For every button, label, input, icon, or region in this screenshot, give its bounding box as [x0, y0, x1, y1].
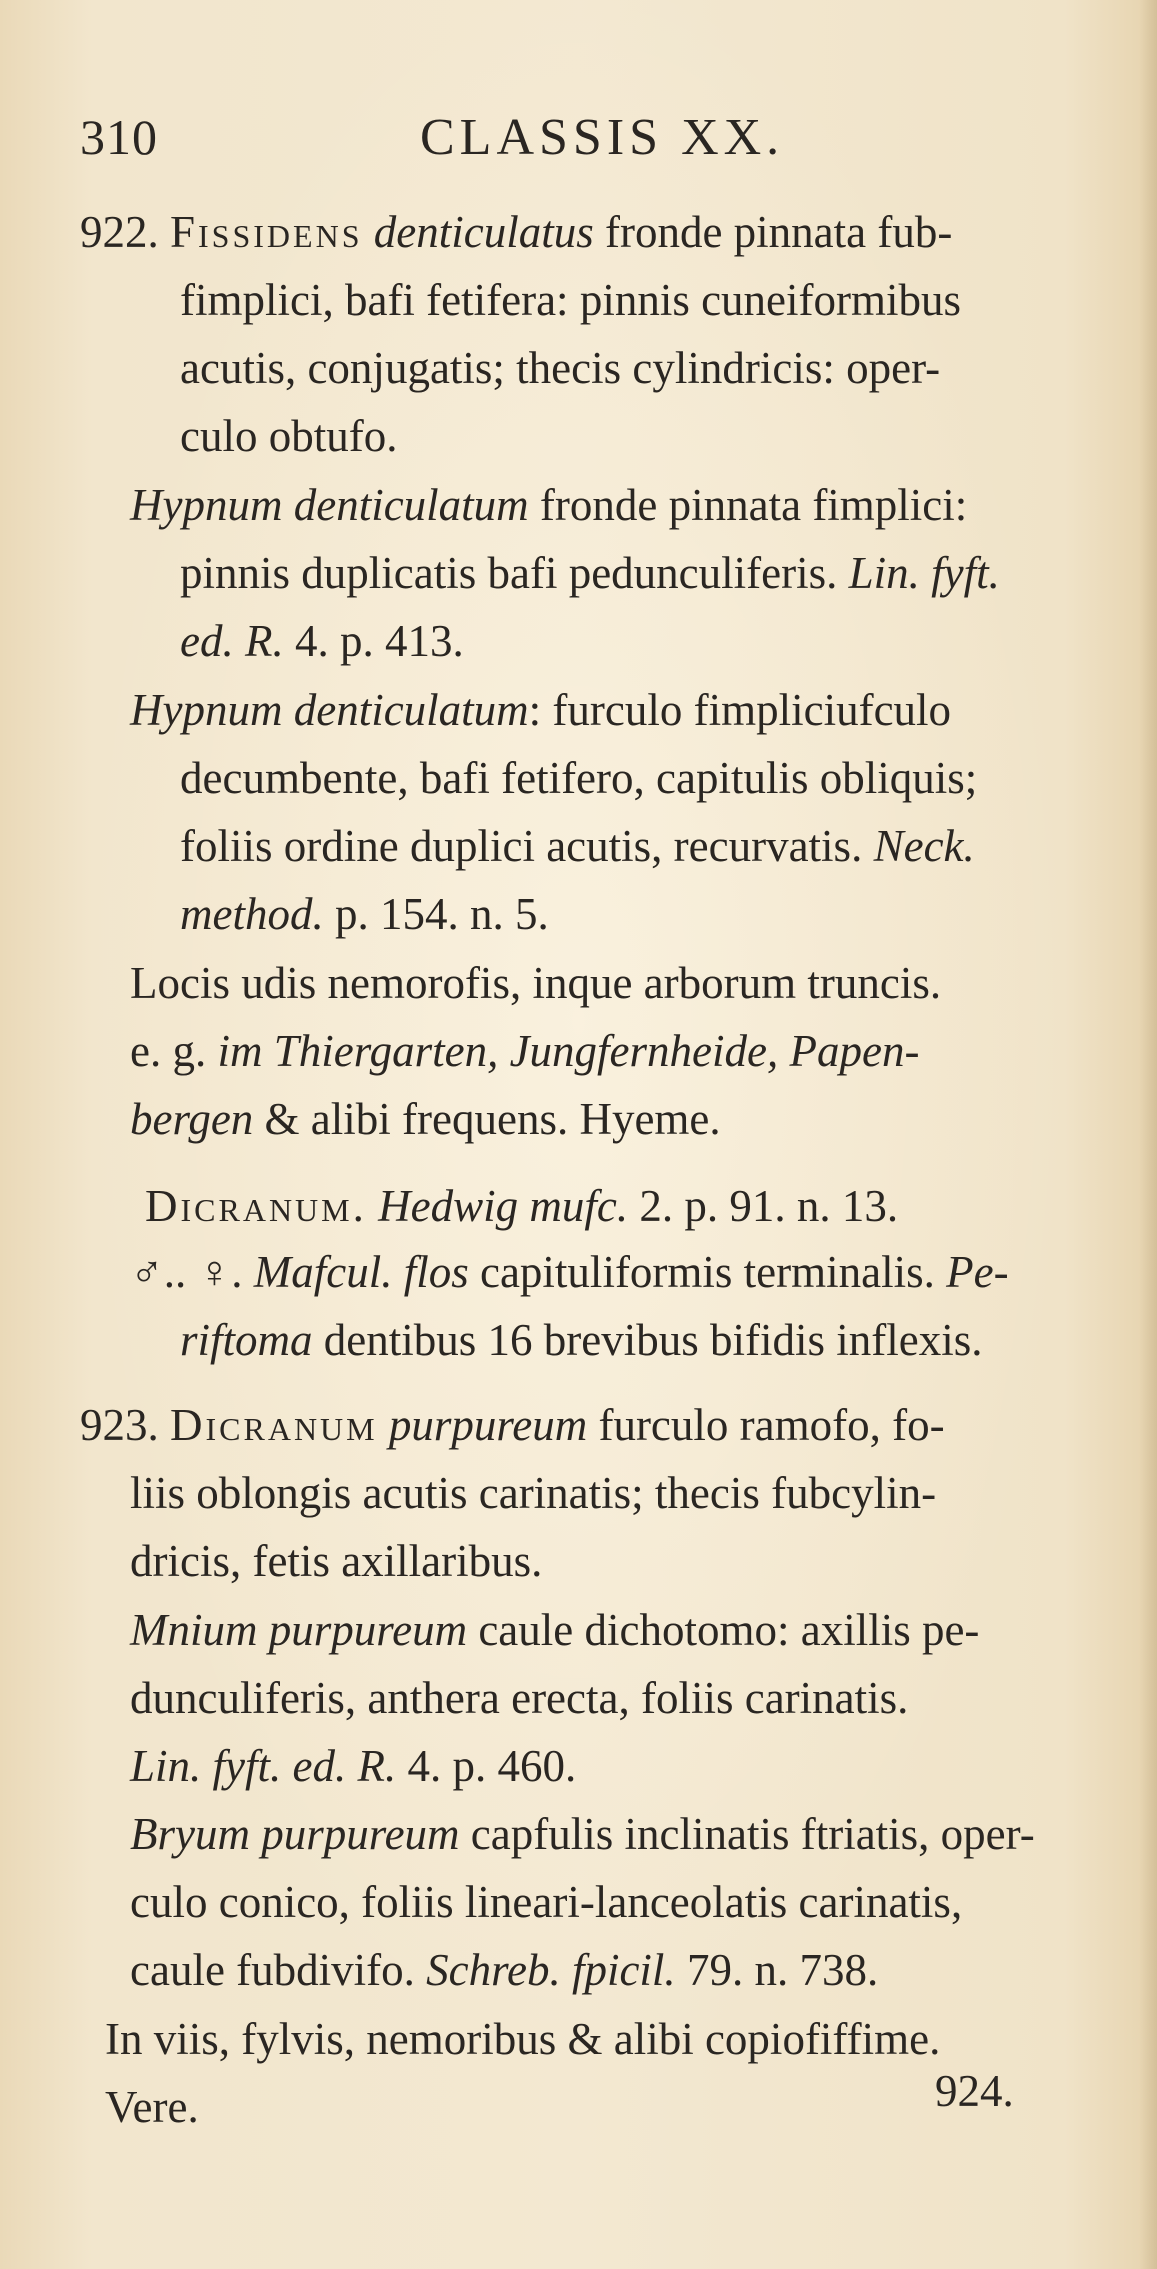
catchword: 924. [935, 2066, 1014, 2116]
text-segment: dentibus 16 brevibus bifidis inflexis. [312, 1315, 983, 1365]
text-line [130, 1741, 577, 1791]
text-line [180, 343, 941, 393]
text-line [130, 1468, 937, 1518]
text-segment: capituliformis terminalis. [468, 1247, 947, 1297]
text-line [180, 1315, 983, 1365]
text-line [145, 1181, 899, 1231]
text-segment [367, 1181, 378, 1231]
text-line [180, 411, 398, 461]
text-segment: fimplici, bafi fetifera: pinnis cuneiformibus [180, 275, 962, 325]
text-line [130, 1247, 1009, 1297]
text-segment: : furculo fimpliciufculo [528, 685, 952, 735]
text-segment: 4. p. 413. [283, 616, 464, 666]
text-line [130, 1673, 909, 1723]
text-segment: foliis ordine duplici acutis, recurvatis. [180, 821, 874, 871]
italic-text: Schreb. fpicil. [426, 1945, 676, 1995]
text-line [130, 1809, 1035, 1859]
italic-text: denticulatus [373, 207, 594, 257]
page-gutter-shadow [1139, 0, 1157, 2269]
text-line [130, 1605, 980, 1655]
running-head: CLASSIS XX. [420, 109, 785, 166]
italic-text: Hedwig mufc. [378, 1181, 629, 1231]
text-line [80, 1400, 945, 1450]
text-line [180, 821, 975, 871]
italic-text: ed. R. [180, 616, 284, 666]
italic-text: bergen [130, 1094, 254, 1144]
text-segment: & alibi frequens. Hyeme. [253, 1094, 721, 1144]
italic-text: im Thiergarten, Jungfernheide, Papen- [217, 1026, 920, 1076]
text-line [180, 889, 549, 939]
italic-text: method. [180, 889, 324, 939]
text-line [80, 207, 953, 257]
text-segment: culo conico, foliis lineari-lanceolatis carinatis, [130, 1877, 963, 1927]
text-segment [378, 1400, 389, 1450]
text-line [130, 1945, 879, 1995]
text-line [180, 616, 464, 666]
text-line [180, 275, 962, 325]
text-segment: 4. p. 460. [396, 1741, 577, 1791]
text-segment: pinnis duplicatis bafi pedunculiferis. [180, 548, 849, 598]
text-segment: Vere. [105, 2082, 199, 2132]
text-segment: ♂.. ♀. [130, 1247, 254, 1297]
italic-text: Pe- [946, 1247, 1009, 1297]
text-segment: caule fubdivifo. [130, 1945, 427, 1995]
text-segment: 923. [80, 1400, 170, 1450]
text-line [105, 2014, 941, 2064]
italic-text: riftoma [180, 1315, 313, 1365]
small-caps-text: Dicranum. [145, 1181, 367, 1231]
italic-text: Lin. fyft. [848, 548, 1000, 598]
text-line [130, 1026, 920, 1076]
small-caps-text: Dicranum [170, 1400, 378, 1450]
text-segment: e. g. [130, 1026, 218, 1076]
text-segment: caule dichotomo: axillis pe- [467, 1605, 980, 1655]
text-line [130, 1536, 543, 1586]
text-segment: 2. p. 91. n. 13. [628, 1181, 899, 1231]
text-segment: acutis, conjugatis; thecis cylindricis: oper- [180, 343, 941, 393]
italic-text: Mafcul. flos [253, 1247, 469, 1297]
text-segment: dunculiferis, anthera erecta, foliis carinatis. [130, 1673, 909, 1723]
text-line [130, 480, 968, 530]
text-segment: 922. [80, 207, 170, 257]
text-segment: p. 154. n. 5. [323, 889, 549, 939]
text-segment: In viis, fylvis, nemoribus & alibi copiofiffime. [105, 2014, 941, 2064]
text-segment: culo obtufo. [180, 411, 398, 461]
text-line [130, 1094, 721, 1144]
text-line [130, 685, 952, 735]
italic-text: Hypnum denticulatum [130, 685, 529, 735]
text-line [105, 2082, 199, 2132]
italic-text: Mnium purpureum [130, 1605, 468, 1655]
italic-text: Neck. [873, 821, 975, 871]
italic-text: Lin. fyft. ed. R. [130, 1741, 397, 1791]
text-segment: fronde pinnata fub- [593, 207, 953, 257]
text-line [130, 1877, 963, 1927]
text-segment: fronde pinnata fimplici: [528, 480, 968, 530]
text-line [180, 753, 978, 803]
page-header [80, 108, 1077, 168]
text-segment: decumbente, bafi fetifero, capitulis obliquis; [180, 753, 978, 803]
text-line [180, 548, 1000, 598]
italic-text: Bryum purpureum [130, 1809, 460, 1859]
text-segment: dricis, fetis axillaribus. [130, 1536, 543, 1586]
small-caps-text: Fissidens [170, 207, 363, 257]
text-line [130, 958, 942, 1008]
italic-text: Hypnum denticulatum [130, 480, 529, 530]
text-segment: liis oblongis acutis carinatis; thecis fubcylin- [130, 1468, 937, 1518]
page-number: 310 [80, 109, 158, 165]
text-segment: Locis udis nemorofis, inque arborum truncis. [130, 958, 942, 1008]
text-segment: furculo ramofo, fo- [587, 1400, 945, 1450]
text-segment [363, 207, 374, 257]
text-segment: capfulis inclinatis ftriatis, oper- [459, 1809, 1035, 1859]
italic-text: purpureum [388, 1400, 588, 1450]
text-segment: 79. n. 738. [675, 1945, 879, 1995]
